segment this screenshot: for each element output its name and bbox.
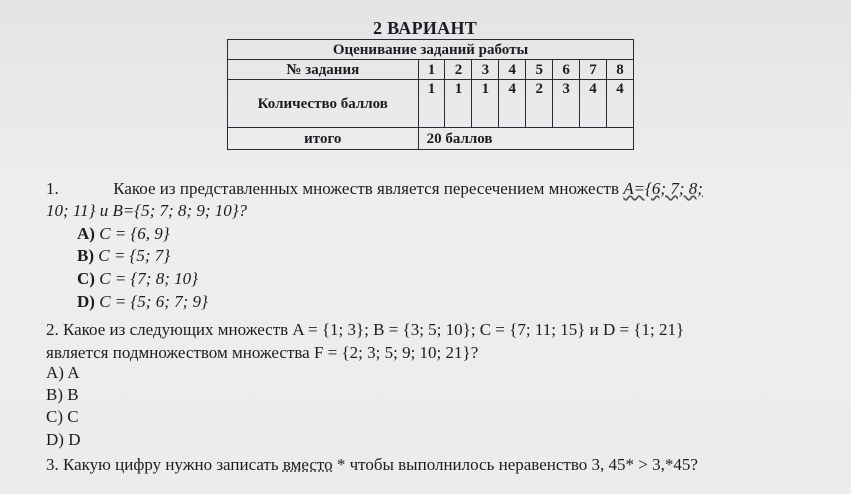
task-number-cell: 1	[418, 60, 445, 80]
task-number-cell: 8	[607, 60, 634, 80]
question1-option-a	[77, 224, 170, 244]
score-cell: 4	[499, 80, 526, 128]
question2-line2: является подмножеством множества F = {2; 3; 5; 9; 10; 21}?	[46, 343, 479, 362]
grading-table	[227, 39, 634, 150]
task-number-cell: 5	[526, 60, 553, 80]
score-cell: 4	[580, 80, 607, 128]
option-letter: D)	[77, 292, 95, 311]
option-text: C = {6, 9}	[99, 224, 170, 243]
question1-option-c	[77, 269, 198, 289]
score-cell: 1	[445, 80, 472, 128]
total-label: итого	[228, 128, 419, 150]
question3-text-after: * чтобы выполнилось неравенство 3, 45* > 3,*45?	[332, 455, 698, 474]
score-cell: 1	[418, 80, 445, 128]
score-cell: 1	[472, 80, 499, 128]
score-label: Количество баллов	[228, 80, 419, 128]
question2-option-c: C) C	[46, 407, 79, 426]
question1-set-a: A={6; 7; 8;	[623, 179, 703, 198]
option-text: C = {5; 7}	[98, 246, 171, 265]
question3-text-underlined: вместо	[282, 455, 333, 474]
question1-text: Какое из представленных множеств является пересечением множеств	[113, 179, 620, 198]
score-cell: 3	[553, 80, 580, 128]
question1-line2: 10; 11} и B={5; 7; 8; 9; 10}?	[46, 201, 248, 220]
option-letter: B)	[77, 246, 94, 265]
question2-option-d: D) D	[46, 430, 81, 449]
option-text: C = {7; 8; 10}	[99, 269, 198, 288]
question3-line	[46, 455, 698, 475]
option-text: C = {5; 6; 7; 9}	[99, 292, 208, 311]
question2-option-a: A) A	[46, 363, 80, 382]
score-cell: 4	[607, 80, 634, 128]
question1-line1	[46, 179, 703, 199]
task-number-cell: 7	[580, 60, 607, 80]
task-number-cell: 4	[499, 60, 526, 80]
question1-number: 1.	[46, 179, 59, 198]
task-numbers-row	[228, 60, 634, 80]
total-row	[228, 128, 634, 150]
option-letter: A)	[77, 224, 95, 243]
task-number-cell: 3	[472, 60, 499, 80]
grading-table-title: Оценивание заданий работы	[228, 40, 634, 60]
task-number-cell: 2	[445, 60, 472, 80]
option-letter: C)	[77, 269, 95, 288]
question2-option-b: B) B	[46, 385, 79, 404]
question3-text-before: 3. Какую цифру нужно записать	[46, 455, 279, 474]
task-label: № задания	[228, 60, 419, 80]
question2-line1: 2. Какое из следующих множеств A = {1; 3}; B = {3; 5; 10}; C = {7; 11; 15} и D = {1; 21}	[46, 320, 685, 339]
scores-row	[228, 80, 634, 128]
question1-option-b	[77, 246, 170, 266]
score-cell: 2	[526, 80, 553, 128]
task-number-cell: 6	[553, 60, 580, 80]
question1-option-d	[77, 292, 208, 312]
variant-title: 2 ВАРИАНТ	[373, 18, 478, 38]
total-value: 20 баллов	[418, 128, 633, 150]
